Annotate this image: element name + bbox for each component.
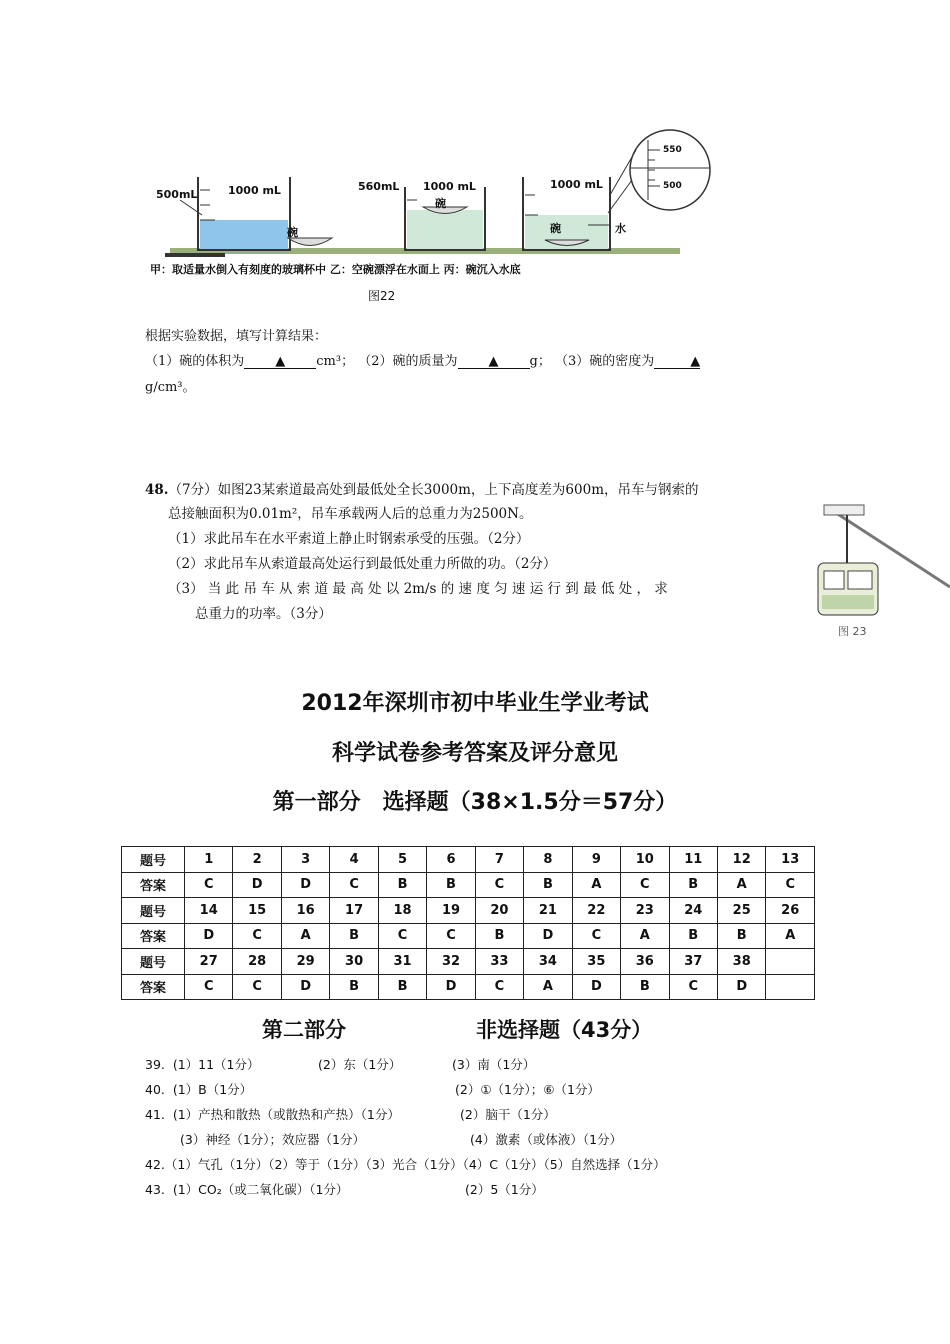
part1-heading: 第一部分 选择题（38×1.5分＝57分） [272,790,678,815]
beaker1-level-label: 500mL [156,188,198,201]
answer-cell: B [669,923,717,949]
figure-22-illustration [140,125,740,305]
question-number-cell: 11 [669,847,717,873]
question-number-cell: 26 [766,898,815,924]
question-number-cell: 34 [524,949,572,975]
bowl-label: 碗 [287,226,298,239]
row-header: 题号 [122,898,185,924]
answer-table-row [122,974,815,1000]
answer-cell: C [669,974,717,1000]
answer-table-row [122,923,815,949]
answer-cell: D [281,974,329,1000]
beaker3-bowl-label: 碗 [550,222,561,235]
answer-cell: C [233,974,281,1000]
answer-cell: D [185,923,233,949]
answer-cell: D [281,872,329,898]
answer-cell: C [185,872,233,898]
answer-cell: A [621,923,669,949]
q48-sub3a: （3） 当 此 吊 车 从 索 道 最 高 处 以 2m/s 的 速 度 匀 速 运 行 到 最 低 处 ， 求 [168,581,668,597]
answer-cell: A [766,923,815,949]
answer-cell: B [427,872,475,898]
question-number-cell: 14 [185,898,233,924]
cable-car-illustration [810,495,950,645]
answer-cell: C [766,872,815,898]
q47-blank2: ▲ [458,355,530,369]
q48-sub2: （2）求此吊车从索道最高处运行到最低处重力所做的功。（2分） [168,556,557,572]
q47-part3: （3）碗的密度为 [555,354,655,369]
q48-line2: 总接触面积为0.01m²，吊车承载两人后的总重力为2500N。 [168,506,533,522]
question-number-cell: 17 [330,898,378,924]
part2-heading-left: 第二部分 [262,1018,346,1042]
answer-cell: B [717,923,765,949]
answer-cell: C [621,872,669,898]
beaker3-water-label: 水 [615,222,626,235]
answer-cell: C [233,923,281,949]
answer-41c: (3）神经（1分）；效应器（1分） [180,1132,365,1147]
answer-title-2: 科学试卷参考答案及评分意见 [331,741,618,766]
question-number-cell: 22 [572,898,620,924]
answer-cell: C [572,923,620,949]
answer-cell: D [717,974,765,1000]
answer-41d: (4）激素（或体液）（1分） [470,1132,623,1147]
question-number-cell: 30 [330,949,378,975]
figure-22 [140,125,740,305]
q47-line [145,355,700,369]
question-number-cell: 20 [475,898,523,924]
answer-40a: 40. (1）B（1分） [145,1082,253,1097]
question-number-cell: 32 [427,949,475,975]
answer-40b: (2）①（1分）；⑥（1分） [455,1082,600,1097]
answer-cell [766,974,815,1000]
answer-43b: (2）5（1分） [465,1182,544,1197]
beaker3-top-label: 1000 mL [550,178,603,191]
answer-cell: A [524,974,572,1000]
answer-table-row [122,872,815,898]
zoom-500-label: 500 [663,181,682,191]
beaker1-top-label: 1000 mL [228,184,281,197]
q48-sub1: （1）求此吊车在水平索道上静止时钢索承受的压强。（2分） [168,531,530,547]
question-number-cell: 15 [233,898,281,924]
answer-cell: C [475,974,523,1000]
answer-cell: C [330,872,378,898]
answer-cell: A [717,872,765,898]
answer-table-row [122,949,815,975]
question-number-cell: 38 [717,949,765,975]
q47-intro: 根据实验数据，填写计算结果： [145,329,328,344]
question-number-cell: 13 [766,847,815,873]
answer-42: 42.（1）气孔（1分）（2）等于（1分）（3）光合（1分）（4）C（1分）（5）自然选择（1分） [145,1157,666,1172]
question-number-cell: 1 [185,847,233,873]
q48-sub3b: 总重力的功率。（3分） [195,606,332,622]
q47-blank3: ▲ [654,355,700,369]
beaker2-bowl-label: 碗 [435,197,446,210]
answer-cell: C [185,974,233,1000]
answer-39c: (3）南（1分） [452,1057,536,1072]
row-header: 题号 [122,847,185,873]
figure-23 [810,495,950,645]
answer-cell: B [475,923,523,949]
answer-cell: D [427,974,475,1000]
answer-table [121,846,815,1000]
question-number-cell: 16 [281,898,329,924]
q47-unit3: g/cm³。 [145,380,196,395]
question-number-cell: 25 [717,898,765,924]
question-number-cell: 4 [330,847,378,873]
answer-cell: B [330,974,378,1000]
question-number-cell: 8 [524,847,572,873]
row-header: 题号 [122,949,185,975]
question-number-cell: 37 [669,949,717,975]
q47-part2: （2）碗的质量为 [358,354,458,369]
question-number-cell: 36 [621,949,669,975]
question-number-cell: 27 [185,949,233,975]
q47-unit2: g； [529,354,551,369]
answer-cell: B [330,923,378,949]
beaker2-top-label: 1000 mL [423,180,476,193]
answer-cell: D [233,872,281,898]
answer-39a: 39. (1）11（1分） [145,1057,260,1072]
beaker2-level-label: 560mL [358,180,400,193]
answer-cell: A [281,923,329,949]
answer-cell: B [621,974,669,1000]
answer-cell: B [669,872,717,898]
question-number-cell: 5 [378,847,426,873]
question-number-cell: 3 [281,847,329,873]
q48-number: 48. [145,482,169,498]
answer-cell: B [378,872,426,898]
question-number-cell: 29 [281,949,329,975]
question-number-cell: 7 [475,847,523,873]
question-number-cell: 10 [621,847,669,873]
question-number-cell: 28 [233,949,281,975]
answer-39b: (2）东（1分） [318,1057,402,1072]
question-number-cell: 23 [621,898,669,924]
question-number-cell: 19 [427,898,475,924]
answer-43a: 43. (1）CO₂（或二氧化碳）（1分） [145,1182,349,1197]
question-number-cell: 9 [572,847,620,873]
question-number-cell: 31 [378,949,426,975]
part2-heading-right: 非选择题（43分） [476,1018,653,1042]
answer-cell: C [427,923,475,949]
answer-cell: B [378,974,426,1000]
answer-cell: D [524,923,572,949]
answer-table-row [122,847,815,873]
q47-unit1: cm³； [316,354,355,369]
question-number-cell: 33 [475,949,523,975]
answer-cell: A [572,872,620,898]
answer-41a: 41. (1）产热和散热（或散热和产热）（1分） [145,1107,400,1122]
question-number-cell: 35 [572,949,620,975]
figure22-title: 图22 [368,289,396,303]
row-header: 答案 [122,974,185,1000]
answer-cell: C [378,923,426,949]
figure23-title: 图 23 [838,625,867,638]
zoom-550-label: 550 [663,145,682,155]
question-number-cell: 24 [669,898,717,924]
question-number-cell [766,949,815,975]
answer-cell: D [572,974,620,1000]
question-number-cell: 18 [378,898,426,924]
q48-line1: 48.（7分）如图23某索道最高处到最低处全长3000m，上下高度差为600m，吊车与钢索的 [145,482,699,498]
question-number-cell: 12 [717,847,765,873]
answer-41b: (2）脑干（1分） [460,1107,556,1122]
q47-part1: （1）碗的体积为 [145,354,245,369]
question-number-cell: 21 [524,898,572,924]
answer-cell: B [524,872,572,898]
q47-blank1: ▲ [244,355,316,369]
row-header: 答案 [122,872,185,898]
question-number-cell: 6 [427,847,475,873]
answer-cell: C [475,872,523,898]
answer-table-row [122,898,815,924]
question-number-cell: 2 [233,847,281,873]
figure22-caption: 甲：取适量水倒入有刻度的玻璃杯中 乙：空碗漂浮在水面上 丙：碗沉入水底 [150,263,521,276]
answer-title-1: 2012年深圳市初中毕业生学业考试 [301,691,649,716]
row-header: 答案 [122,923,185,949]
